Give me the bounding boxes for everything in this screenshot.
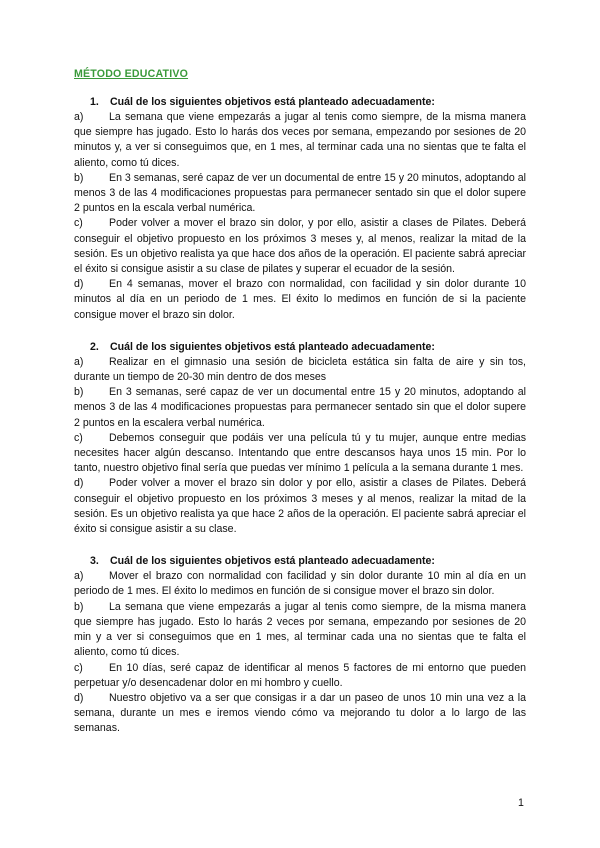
question-number: 1. [90,96,99,108]
option-text: En 3 semanas, seré capaz de ver un documental entre 15 y 20 minutos, adoptando al menos 3 de las 4 modificaciones propuestas para permanecer sentado sin que el dolor supere 2 puntos en la escalera verbal numérica. [74,386,526,429]
question-3 [74,553,526,736]
option-letter: d) [74,691,84,704]
option-c [74,216,526,277]
question-number: 3. [90,555,99,568]
option-text: En 4 semanas, mover el brazo con normalidad, con facilidad y sin dolor durante 10 minutos al día en un periodo de 1 mes. El éxito lo medimos en función de si la paciente consigue mover el brazo sin dolor. [74,278,526,321]
option-letter: b) [74,600,84,613]
option-d [74,476,526,537]
option-letter: c) [74,661,83,674]
option-letter: a) [74,355,84,368]
option-d [74,691,526,737]
option-text: En 3 semanas, seré capaz de ver un documental de entre 15 y 20 minutos, adoptando al menos 3 de las 4 modificaciones propuestas para permanecer sentado sin que el dolor supere 2 puntos en la escala verbal numérica. [74,171,526,215]
question-1 [74,94,526,323]
option-a [74,569,526,599]
option-a [74,355,526,385]
option-c [74,661,526,691]
option-text: Debemos conseguir que podáis ver una película tú y tu mujer, aunque entre medias necesites hacer algún descanso. Intentando que entre descansos haya unos 15 min. Por lo tanto, nuestro objetivo final sería que puedas ver mínimo 1 película a la semana durante 1 mes. [74,431,526,475]
question-number: 2. [90,340,99,353]
option-c [74,431,526,477]
option-text: Realizar en el gimnasio una sesión de bicicleta estática sin falta de aire y sin tos, durante un tiempo de 20-30 min dentro de dos meses [74,355,526,384]
option-letter: c) [74,217,83,230]
option-text: Poder volver a mover el brazo sin dolor y por ello, asistir a clases de Pilates. Deberá conseguir el objetivo propuesto en los próximos 3 meses y al menos, realizar la mitad de la sesión. Es un objetivo realista ya que hace 2 años de la operación. El paciente sabrá apreciar el éxito si consigue asistir a su clase. [74,477,526,536]
option-text: Poder volver a mover el brazo sin dolor, y por ello, asistir a clases de Pilates. Deberá conseguir el objetivo propuesto en los próximos 3 meses y, al menos, realizar la mitad de la sesión. Es un objetivo realista ya que hace dos años de la operación. El paciente sabrá apreciar el éxito si consigue asistir a su clase de pilates y superar el ecuador de la sesión. [74,217,526,276]
question-text: Cuál de los siguientes objetivos está planteado adecuadamente: [110,96,435,108]
section-title: MÉTODO EDUCATIVO [74,68,189,80]
option-letter: a) [74,570,84,583]
option-letter: d) [74,278,84,291]
document-page [74,68,526,753]
option-text: Mover el brazo con normalidad con facilidad y sin dolor durante 10 min al día en un periodo de 1 mes. El éxito lo medimos en función de si consigue mover el brazo sin dolor. [74,570,526,598]
option-b [74,171,526,217]
option-text: En 10 días, seré capaz de identificar al menos 5 factores de mi entorno que pueden perpetuar y/o desencadenar dolor en mi hombro y cuello. [74,661,526,689]
option-letter: d) [74,477,84,490]
option-b [74,600,526,661]
option-d [74,277,526,323]
question-text: Cuál de los siguientes objetivos está planteado adecuadamente: [110,555,435,568]
option-a [74,110,526,171]
option-b [74,385,526,431]
option-letter: b) [74,171,84,184]
option-text: La semana que viene empezarás a jugar al tenis como siempre, de la misma manera que siempre has jugado. Esto lo harás dos veces por semana, empezando por sesiones de 20 minutos y, a ver si conseguimos que, en 1 mes, al terminar cada una no sientas que te falta el aliento, como tú dices. [74,111,526,169]
option-letter: b) [74,386,84,399]
question-2 [74,339,526,537]
option-text: La semana que viene empezarás a jugar al tenis como siempre, de la misma manera que siempre has jugado. Esto lo harás 2 veces por semana, empezando por sesiones de 20 min y a ver si conseguimos que en 1 mes, al terminar cada una no sientas que te falta el aliento, como tú dices. [74,600,526,659]
question-title [74,94,526,110]
question-title [74,553,526,569]
option-letter: a) [74,111,84,123]
option-text: Nuestro objetivo va a ser que consigas ir a dar un paseo de unos 10 min una vez a la semana, durante un mes e iremos viendo cómo va mejorando tu dolor a lo largo de las semanas. [74,691,526,735]
option-letter: c) [74,431,83,444]
page-number: 1 [518,797,524,809]
question-text: Cuál de los siguientes objetivos está planteado adecuadamente: [110,340,435,353]
question-title [74,339,526,355]
